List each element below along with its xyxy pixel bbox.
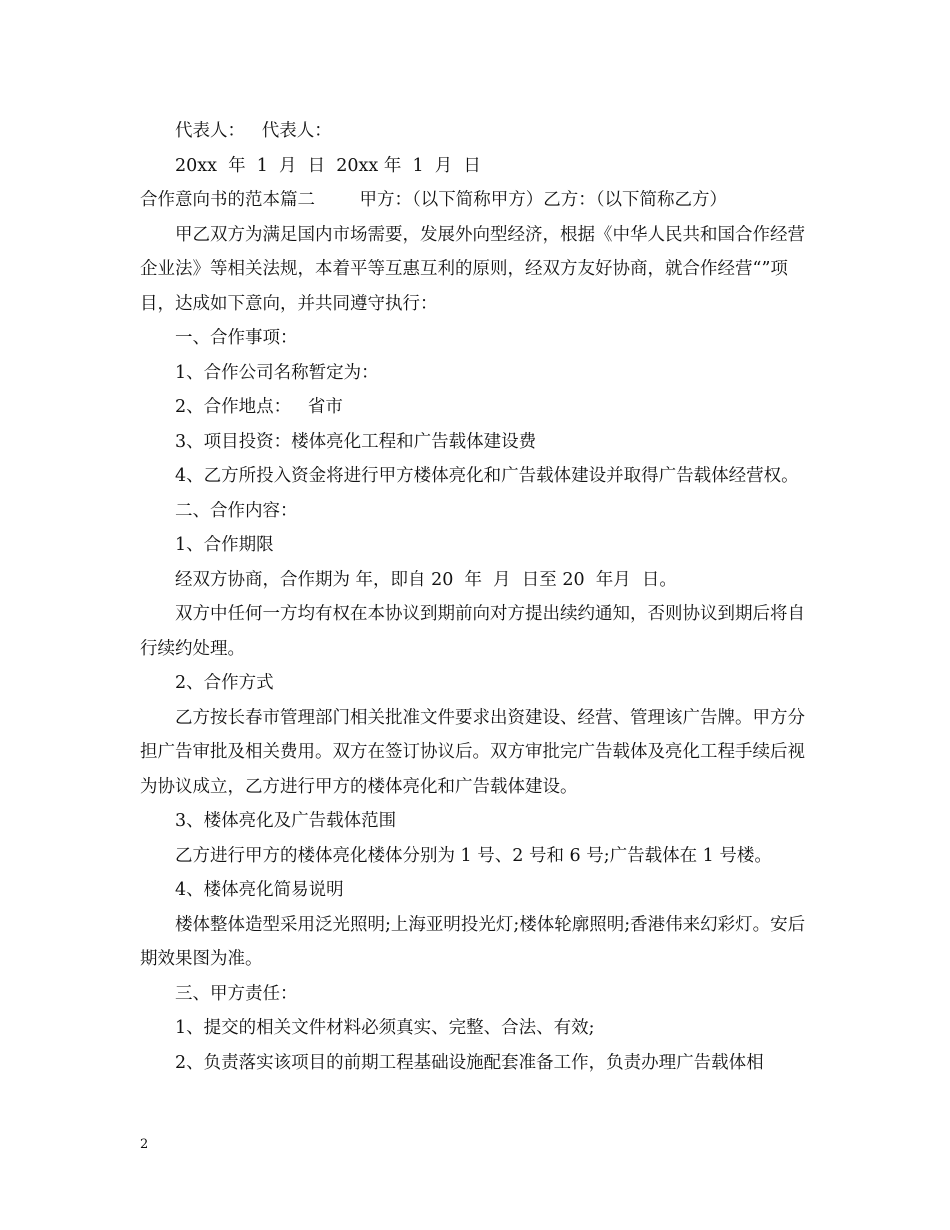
paragraph: 乙方进行甲方的楼体亮化楼体分别为 1 号、2 号和 6 号;广告载体在 1 号楼。 (175, 845, 772, 866)
paragraph: 3、楼体亮化及广告载体范围 (175, 811, 397, 831)
paragraph: 1、提交的相关文件材料必须真实、完整、合法、有效; (175, 1018, 595, 1038)
paragraph: 楼体整体造型采用泛光照明;上海亚明投光灯;楼体轮廓照明;香港伟来幻彩灯。安后期效果图为准。 (140, 914, 806, 969)
paragraph: 2、合作方式 (175, 673, 274, 693)
paragraph: 三、甲方责任： (175, 983, 298, 1004)
paragraph: 乙方按长春市管理部门相关批准文件要求出资建设、经营、管理该广告牌。甲方分担广告审批及相关费用。双方在签订协议后。双方审批完广告载体及亮化工程手续后视为协议成立，乙方进行甲方的楼体亮化和广告载体建设。 (140, 707, 805, 797)
paragraph: 经双方协商，合作期为 年，即自 20 年 月 日至 20 年月 日。 (175, 569, 677, 590)
paragraph: 二、合作内容： (175, 500, 298, 521)
paragraph: 2、负责落实该项目的前期工程基础设施配套准备工作，负责办理广告载体相 (175, 1052, 764, 1073)
paragraph: 合作意向书的范本篇二 甲方：（以下简称甲方）乙方：（以下简称乙方） (140, 190, 727, 210)
paragraph: 4、乙方所投入资金将进行甲方楼体亮化和广告载体建设并取得广告载体经营权。 (175, 466, 799, 486)
paragraph: 1、合作公司名称暂定为： (175, 362, 379, 383)
paragraph: 双方中任何一方均有权在本协议到期前向对方提出续约通知，否则协议到期后将自行续约处理。 (140, 604, 805, 659)
paragraph: 一、合作事项： (175, 328, 298, 348)
paragraph: 1、合作期限 (175, 535, 274, 555)
paragraph: 4、楼体亮化简易说明 (175, 880, 344, 900)
paragraph: 2、合作地点： 省市 (175, 397, 343, 417)
paragraph: 甲乙双方为满足国内市场需要，发展外向型经济，根据《中华人民共和国合作经营企业法》等相关法规，本着平等互惠互利的原则，经双方友好协商，就合作经营“”项目，达成如下意向，并共同遵守执行： (140, 224, 805, 314)
paragraph: 代表人： 代表人： (175, 121, 332, 141)
document-body (140, 114, 820, 1080)
paragraph: 3、项目投资：楼体亮化工程和广告载体建设费 (175, 431, 537, 452)
paragraph: 20xx 年 1 月 日 20xx 年 1 月 日 (175, 155, 481, 176)
page-number: 2 (140, 1137, 149, 1152)
